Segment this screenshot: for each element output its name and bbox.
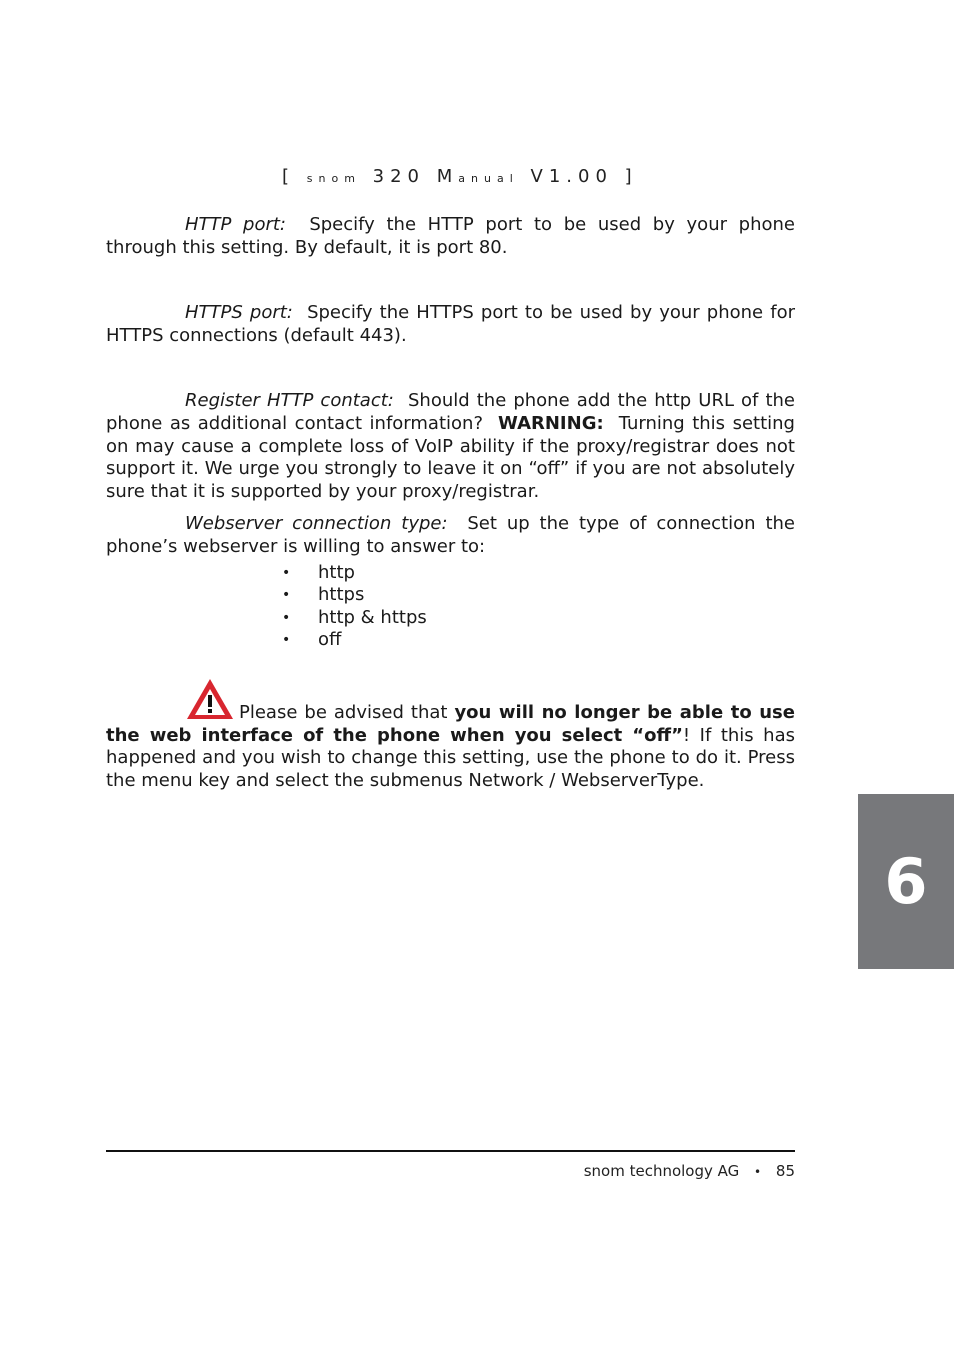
running-header <box>282 166 638 187</box>
header-close-bracket: ] <box>624 166 638 187</box>
footer-divider <box>106 1150 795 1152</box>
footer-page-number: 85 <box>775 1162 795 1180</box>
chapter-number: 6 <box>884 845 928 918</box>
register-text-1: Should the phone add the http URL of the phone as additional contact information? <box>106 390 795 434</box>
bullet-icon: • <box>282 587 291 604</box>
bullet-icon: • <box>282 632 291 649</box>
https-port-label: HTTPS port: <box>185 302 293 324</box>
list-item-label: https <box>318 584 365 606</box>
header-title-rest: anual <box>458 172 519 185</box>
list-item-label: http <box>318 561 355 583</box>
connection-type-list <box>106 562 795 652</box>
warning-text-2: ! If this has happened and you wish to change this setting, use the phone to do it. Press the menu key and select the submenus Network / WebserverType. <box>106 724 795 791</box>
page-content <box>106 214 795 792</box>
webserver-type-label: Webserver connection type: <box>185 513 448 535</box>
footer-company: snom technology AG <box>583 1162 740 1180</box>
list-item-label: http & https <box>318 606 427 628</box>
list-item <box>282 584 795 607</box>
header-model: 320 <box>372 166 426 187</box>
http-port-paragraph <box>106 214 795 259</box>
warning-triangle-icon <box>185 677 235 721</box>
https-port-text: Specify the HTTPS port to be used by your phone for HTTPS connections (default 443). <box>106 302 795 346</box>
register-http-contact-paragraph <box>106 390 795 503</box>
http-port-label: HTTP port: <box>185 214 286 235</box>
register-warning-label: WARNING: <box>498 412 604 434</box>
header-open-bracket: [ <box>282 166 296 187</box>
webserver-type-paragraph <box>106 513 795 558</box>
list-item <box>282 607 795 630</box>
footer-separator: • <box>754 1165 762 1179</box>
warning-note <box>106 677 795 792</box>
http-port-text: Specify the HTTP port to be used by your phone through this setting. By default, it is port 80. <box>106 214 795 258</box>
header-title <box>437 166 519 187</box>
warning-text-1: Please be advised that <box>239 701 448 723</box>
chapter-tab <box>858 794 954 969</box>
list-item-label: off <box>318 629 342 651</box>
list-item <box>282 629 795 652</box>
header-version: V1.00 <box>530 166 613 187</box>
page-footer <box>584 1162 795 1180</box>
warning-bold-text: you will no longer be able to use the web interface of the phone when you select “off” <box>106 701 795 746</box>
header-brand: snom <box>306 172 361 185</box>
list-item <box>282 562 795 585</box>
register-text-2: Turning this setting on may cause a complete loss of VoIP ability if the proxy/registrar does not support it. We urge you strongly to leave it on “off” if you are not absolutely sure that it is supported by your proxy/registrar. <box>106 412 795 502</box>
header-title-initial: M <box>436 166 459 187</box>
webserver-type-text: Set up the type of connection the phone’s webserver is willing to answer to: <box>106 513 795 557</box>
bullet-icon: • <box>282 564 291 581</box>
bullet-icon: • <box>282 609 291 626</box>
https-port-paragraph <box>106 302 795 347</box>
register-http-contact-label: Register HTTP contact: <box>185 390 394 412</box>
